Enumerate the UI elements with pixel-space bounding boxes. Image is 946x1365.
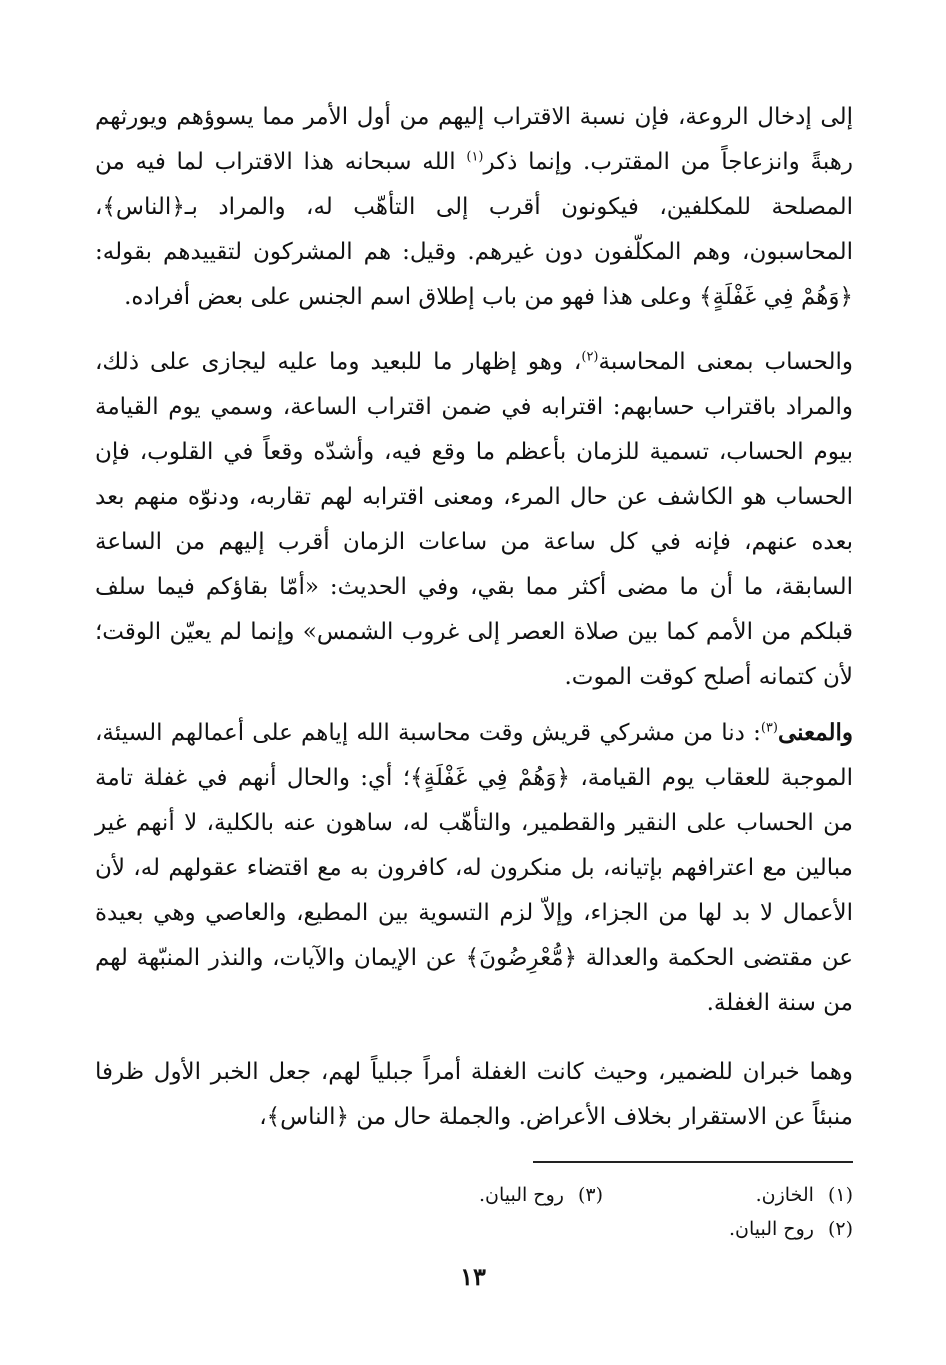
page-number: ١٣ bbox=[460, 1262, 486, 1291]
footnote-divider bbox=[533, 1161, 853, 1163]
paragraph-2 bbox=[95, 340, 853, 700]
para-2-text-a: والحساب بمعنى المحاسبة bbox=[598, 349, 853, 375]
para-3-heading-term: والمعنى bbox=[777, 719, 853, 746]
footnote-2-number: (٢) bbox=[827, 1218, 853, 1240]
footnote-ref-1: (١) bbox=[466, 149, 484, 165]
footnote-3 bbox=[353, 1178, 603, 1212]
para-2-text-b: ، وهو إظهار ما للبعيد وما عليه ليجازى على ذلك، والمراد باقتراب حسابهم: اقترابه في ضمن اقتراب الساعة، وسمي يوم القيامة بيوم الحساب، تسمية للزمان بأعظم ما وقع فيه، وأشدّه وقعاً في القلوب، فإن الحساب هو الكاشف عن حال المرء، ومعنى اقترابه لهم تقاربه، ودنوّه منهم بعد بعده عنهم، فإنه في كل ساعة من ساعات الزمان أقرب إليهم من الساعة السابقة، ما أن ما مضى أكثر مما بقي، وفي الحديث: «أمّا بقاؤكم فيما سلف قبلكم من الأمم كما بين صلاة العصر إلى غروب الشمس» وإنما لم يعيّن الوقت؛ لأن كتمانه أصلح كوقت الموت. bbox=[95, 349, 853, 690]
footnote-row-2 bbox=[300, 1212, 853, 1246]
footnote-1 bbox=[603, 1178, 853, 1212]
footnote-row-1 bbox=[300, 1178, 853, 1212]
footnote-2-text: روح البيان. bbox=[728, 1218, 814, 1240]
footnote-ref-3: (٣) bbox=[760, 720, 778, 736]
footnote-3-text: روح البيان. bbox=[478, 1184, 564, 1206]
footnote-ref-2: (٢) bbox=[581, 349, 599, 365]
footnote-1-number: (١) bbox=[827, 1184, 853, 1206]
footnote-1-text: الخازن. bbox=[755, 1184, 814, 1206]
footnote-3-number: (٣) bbox=[577, 1184, 603, 1206]
para-1-text-b: الله سبحانه هذا الاقتراب لما فيه من المصلحة للمكلفين، فيكونون أقرب إلى التأهّب له، والمراد بـ﴿الناس﴾، المحاسبون، وهم المكلّفون دون غيرهم. وقيل: هم المشركون لتقييدهم بقوله: ﴿وَهُمْ فِي غَفْلَةٍ﴾ وعلى هذا فهو من باب إطلاق اسم الجنس على بعض أفراده. bbox=[95, 149, 853, 310]
paragraph-3 bbox=[95, 710, 853, 1026]
para-3-text: : دنا من مشركي قريش وقت محاسبة الله إياهم على أعمالهم السيئة، الموجبة للعقاب يوم القيامة، ﴿وَهُمْ فِي غَفْلَةٍ﴾؛ أي: والحال أنهم في غفلة تامة من الحساب على النقير والقطمير، والتأهّب له، ساهون عنه بالكلية، لا أنهم غير مبالين مع اعترافهم بإتيانه، بل منكرون له، كافرون به مع اقتضاء عقولهم له، لأن الأعمال لا بد لها من الجزاء، وإلاّ لزم التسوية بين المطيع، والعاصي وهي بعيدة عن مقتضى الحكمة والعدالة ﴿مُّعْرِضُونَ﴾ عن الإيمان والآيات، والنذر المنبّهة لهم من سنة الغفلة. bbox=[95, 720, 853, 1016]
paragraph-4 bbox=[95, 1050, 853, 1140]
para-1-text-a: إلى إدخال الروعة، فإن نسبة الاقتراب إليهم من أول الأمر مما يسوؤهم ويورثهم رهبةً وانزعاجاً من المقترب. وإنما ذكر bbox=[95, 104, 853, 175]
footnote-2 bbox=[603, 1212, 853, 1246]
para-4-text: وهما خبران للضمير، وحيث كانت الغفلة أمراً جبلياً لهم، جعل الخبر الأول ظرفا منبئاً عن الاستقرار بخلاف الأعراض. والجملة حال من ﴿الناس﴾، bbox=[95, 1059, 853, 1130]
paragraph-1 bbox=[95, 95, 853, 320]
footnotes bbox=[300, 1178, 853, 1246]
